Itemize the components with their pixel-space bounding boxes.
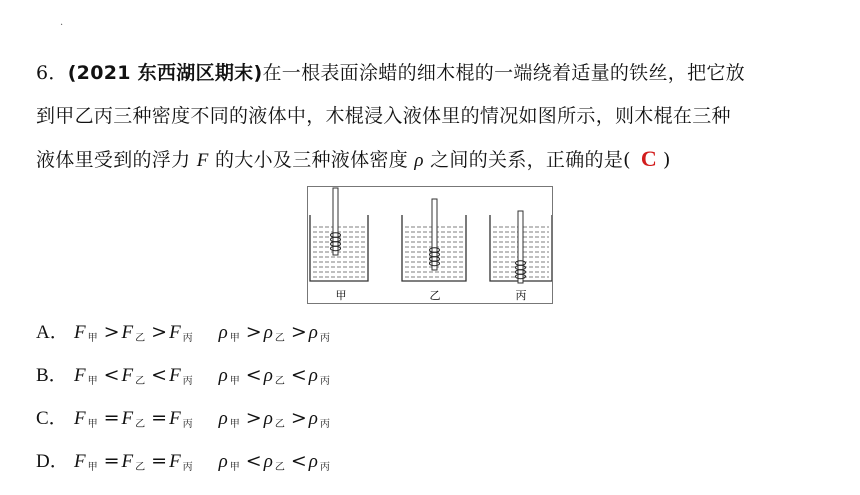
- beaker-jia: [310, 188, 368, 281]
- relation-operator: =: [103, 450, 120, 472]
- relation-operator: >: [103, 321, 120, 343]
- symbol-rho: ρ: [308, 365, 318, 386]
- subscript: 乙: [274, 376, 285, 387]
- symbol-rho: ρ: [308, 322, 318, 343]
- option-label: B．: [36, 365, 68, 386]
- caption-bing: 丙: [515, 289, 527, 302]
- relation-operator: >: [151, 321, 168, 343]
- relation-operator: >: [245, 321, 262, 343]
- symbol-rho: ρ: [263, 322, 273, 343]
- symbol-F: F: [121, 451, 134, 472]
- option-label: A．: [36, 322, 69, 343]
- question-text-3a: 液体里受到的浮力: [36, 149, 191, 171]
- subscript: 甲: [87, 333, 98, 344]
- subscript: 乙: [274, 462, 285, 473]
- symbol-F: F: [169, 451, 181, 472]
- question-text-2: 到甲乙丙三种密度不同的液体中，木棍浸入液体里的情况如图所示，则木棍在三种: [36, 105, 731, 127]
- subscript: 乙: [135, 333, 146, 344]
- relation-operator: =: [151, 450, 168, 472]
- symbol-F: F: [121, 408, 134, 429]
- subscript: 丙: [182, 333, 193, 344]
- symbol-F: F: [196, 150, 209, 171]
- symbol-F: F: [121, 322, 134, 343]
- wooden-stick: [333, 188, 338, 255]
- subscript: 乙: [135, 376, 146, 387]
- relation-operator: <: [245, 450, 262, 472]
- relation-operator: >: [290, 407, 307, 429]
- subscript: 甲: [229, 419, 240, 430]
- answer-mark: C: [640, 146, 658, 171]
- symbol-F: F: [121, 365, 134, 386]
- relation-operator: >: [245, 407, 262, 429]
- question-close-paren: ): [663, 149, 671, 171]
- subscript: 甲: [87, 419, 98, 430]
- option-label: C．: [36, 408, 68, 429]
- symbol-F: F: [169, 408, 181, 429]
- symbol-F: F: [74, 451, 86, 472]
- subscript: 甲: [87, 376, 98, 387]
- question-number: 6．: [36, 62, 68, 84]
- symbol-rho: ρ: [308, 408, 318, 429]
- subscript: 丙: [182, 376, 193, 387]
- relation-operator: =: [151, 407, 168, 429]
- relation-operator: >: [290, 321, 307, 343]
- beaker-yi: [402, 199, 466, 281]
- subscript: 丙: [319, 376, 330, 387]
- wooden-stick: [518, 211, 523, 283]
- question-line-1: [36, 61, 745, 85]
- question-text-1: 在一根表面涂蜡的细木棍的一端绕着适量的铁丝，把它放: [262, 62, 745, 84]
- symbol-rho: ρ: [218, 408, 228, 429]
- relation-operator: <: [290, 450, 307, 472]
- caption-jia: 甲: [335, 289, 347, 302]
- subscript: 甲: [229, 376, 240, 387]
- question-text-3c: 之间的关系，正确的是(: [430, 149, 631, 171]
- option-d[interactable]: [36, 449, 334, 480]
- subscript: 丙: [319, 333, 330, 344]
- symbol-F: F: [74, 365, 86, 386]
- subscript: 乙: [274, 333, 285, 344]
- symbol-rho: ρ: [218, 365, 228, 386]
- symbol-rho: ρ: [263, 451, 273, 472]
- symbol-rho: ρ: [263, 365, 273, 386]
- question-source: (2021 东西湖区期末): [67, 62, 263, 84]
- symbol-rho: ρ: [414, 150, 424, 171]
- beaker-bing: [490, 211, 552, 283]
- subscript: 乙: [274, 419, 285, 430]
- option-a[interactable]: [36, 320, 334, 351]
- option-label: D．: [36, 451, 69, 472]
- wooden-stick: [432, 199, 437, 270]
- relation-operator: <: [103, 364, 120, 386]
- relation-operator: <: [290, 364, 307, 386]
- symbol-rho: ρ: [263, 408, 273, 429]
- relation-operator: =: [103, 407, 120, 429]
- option-c[interactable]: [36, 406, 334, 437]
- question-line-2: [36, 104, 731, 128]
- symbol-rho: ρ: [218, 322, 228, 343]
- relation-operator: <: [245, 364, 262, 386]
- symbol-rho: ρ: [218, 451, 228, 472]
- question-line-3: [36, 147, 671, 173]
- symbol-F: F: [74, 322, 86, 343]
- subscript: 丙: [319, 419, 330, 430]
- subscript: 丙: [319, 462, 330, 473]
- subscript: 丙: [182, 419, 193, 430]
- symbol-rho: ρ: [308, 451, 318, 472]
- decorative-dot: ·: [60, 20, 64, 31]
- caption-yi: 乙: [429, 289, 441, 302]
- subscript: 甲: [229, 333, 240, 344]
- subscript: 甲: [229, 462, 240, 473]
- subscript: 丙: [182, 462, 193, 473]
- beakers-diagram: [308, 187, 552, 303]
- symbol-F: F: [74, 408, 86, 429]
- subscript: 乙: [135, 462, 146, 473]
- option-b[interactable]: [36, 363, 334, 394]
- symbol-F: F: [169, 365, 181, 386]
- beaker-figure: [307, 186, 553, 304]
- symbol-F: F: [169, 322, 181, 343]
- question-text-3b: 的大小及三种液体密度: [215, 149, 409, 171]
- subscript: 乙: [135, 419, 146, 430]
- relation-operator: <: [151, 364, 168, 386]
- subscript: 甲: [87, 462, 98, 473]
